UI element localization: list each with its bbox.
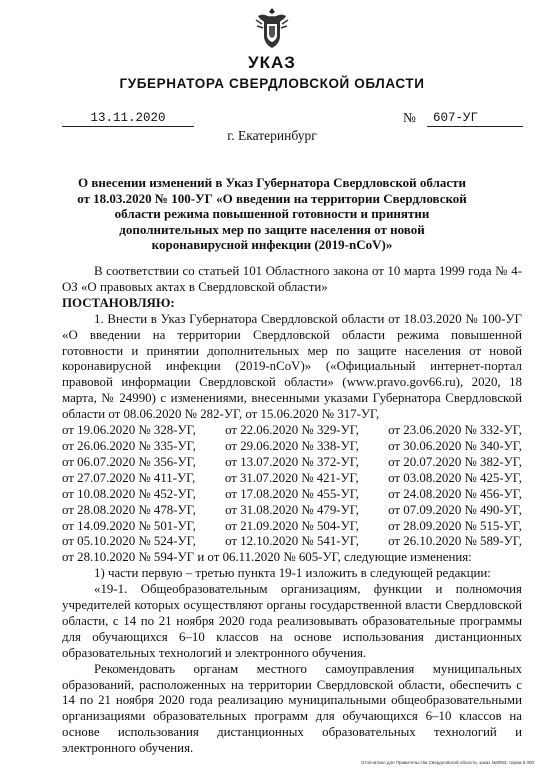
amendment-tail: от 28.10.2020 № 594-УГ и от 06.11.2020 № 605-УГ, следующие изменения: [62,550,472,565]
amendment-entry: от 06.07.2020 № 356-УГ, [62,454,196,469]
amendment-entry: от 05.10.2020 № 524-УГ, [62,534,196,549]
print-footer: Отпечатано для Правительства Свердловской области, заказ №8093, тираж 6 000 [360,760,534,765]
amendment-entry: от 22.06.2020 № 329-УГ, [225,423,359,438]
decree-issuer: ГУБЕРНАТОРА СВЕРДЛОВСКОЙ ОБЛАСТИ [119,76,425,91]
amendment-row [62,423,522,439]
decree-heading: О внесении изменений в Указ Губернатора Свердловской области от 18.03.2020 № 100-УГ «О введении на территории Свердловской области режима повышенной готовности и принятии дополнительных мер по защите населения от новой коронавирусной инфекции (2019-nCoV)» [77,175,467,252]
amendment-list [62,423,522,550]
amendment-entry: от 29.06.2020 № 338-УГ, [225,438,359,453]
decree-number-field [403,110,523,126]
amendment-row [62,503,522,519]
quote-paragraph-1: «19-1. Общеобразовательным организациям, функции и полномочия учредителей которых осуществляют органы государственной власти Свердловской области, с 14 по 21 ноября 2020 года реализовывать образовательные программы для обучающихся 6–10 классов на основе использования дистанционных образовательных технологий и электронного обучения. [62,582,522,660]
issue-place: г. Екатеринбург [227,128,317,143]
amendment-entry: от 27.07.2020 № 411-УГ, [62,470,196,485]
number-sign: № [403,110,416,125]
quote-paragraph-2: Рекомендовать органам местного самоуправления муниципальных образований, расположенных на территории Свердловской области, обеспечить с 14 по 21 ноября 2020 года реализацию муниципальными общеобразовательными организациями образовательных программ для обучающихся 6–10 классов на основе использования дистанционных образовательных технологий и электронного обучения. [62,661,522,756]
amendment-entry: от 28.08.2020 № 478-УГ, [62,502,196,517]
amendment-entry: от 31.08.2020 № 479-УГ, [225,502,359,517]
amendment-row [62,487,522,503]
amendment-entry: от 21.09.2020 № 504-УГ, [225,518,359,533]
amendment-row [62,471,522,487]
amendment-row [62,439,522,455]
preamble: В соответствии со статьей 101 Областного закона от 10 марта 1999 года № 4-ОЗ «О правовых актах в Свердловской области» [62,264,522,294]
amendment-entry: от 28.09.2020 № 515-УГ, [388,518,522,533]
amendment-entry: от 10.08.2020 № 452-УГ, [62,486,196,501]
decree-word: ПОСТАНОВЛЯЮ: [62,295,175,310]
amendment-row [62,534,522,550]
decree-body [62,264,522,757]
decree-date: 13.11.2020 [62,110,194,127]
amendment-entry: от 03.08.2020 № 425-УГ, [388,470,522,485]
emblem-icon [254,6,290,50]
amendment-entry: от 17.08.2020 № 455-УГ, [225,486,359,501]
decree-title: УКАЗ [248,53,296,72]
amendment-entry: от 13.07.2020 № 372-УГ, [225,454,359,469]
amendment-entry: от 20.07.2020 № 382-УГ, [388,454,522,469]
amendment-entry: от 31.07.2020 № 421-УГ, [224,470,359,485]
amendment-entry: от 14.09.2020 № 501-УГ, [62,518,196,533]
decree-number: 607-УГ [427,110,523,127]
amendment-row [62,455,522,471]
amendment-entry: от 12.10.2020 № 541-УГ, [225,534,359,549]
amendment-entry: от 24.08.2020 № 456-УГ, [388,486,522,501]
amendment-entry: от 07.09.2020 № 490-УГ, [388,502,522,517]
coat-of-arms-emblem [254,6,290,50]
subitem-1: 1) части первую – третью пункта 19-1 изложить в следующей редакции: [94,566,491,581]
amendment-entry: от 19.06.2020 № 328-УГ, [62,423,196,438]
item-1: 1. Внести в Указ Губернатора Свердловской области от 18.03.2020 № 100-УГ «О введении на территории Свердловской области режима повышенной готовности и принятии дополнительных мер по защите населения от новой коронавирусной инфекции (2019-nCoV)» («Официальный интернет-портал правовой информации Свердловской области» (www.pravo.gov66.ru), 2020, 18 марта, № 24990) с изменениями, внесенными указами Губернатора Свердловской области от 08.06.2020 № 282-УГ, от 15.06.2020 № 317-УГ, [62,311,522,422]
amendment-row [62,519,522,535]
amendment-entry: от 26.10.2020 № 589-УГ, [388,534,522,549]
amendment-entry: от 30.06.2020 № 340-УГ, [388,438,522,453]
amendment-entry: от 26.06.2020 № 335-УГ, [62,438,196,453]
amendment-entry: от 23.06.2020 № 332-УГ, [388,423,522,438]
